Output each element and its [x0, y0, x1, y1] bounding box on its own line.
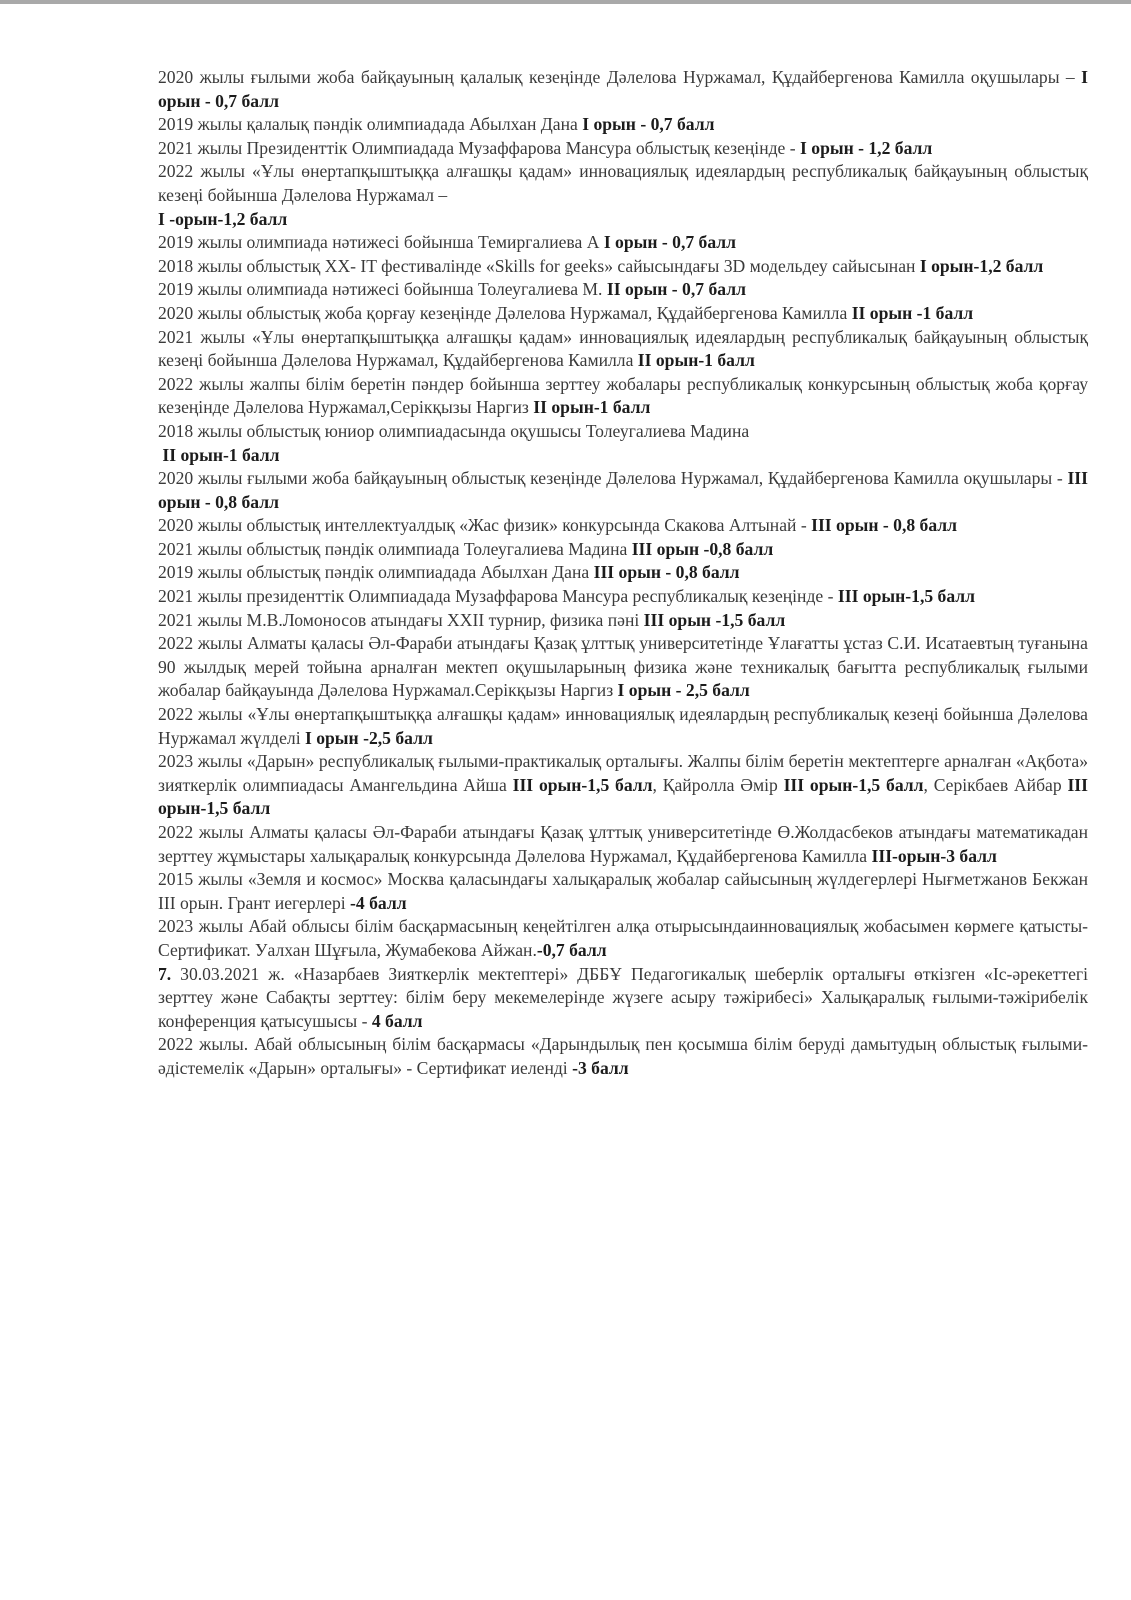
entry-result: -0,7 балл: [536, 939, 607, 960]
entry-result: ІІ орын -1 балл: [851, 302, 974, 323]
entry-result: ІІ орын-1 балл: [533, 397, 651, 418]
achievement-entry-10: 2022 жылы жалпы білім беретін пәндер бойынша зерттеу жобалары республикалық конкурсының облыстық жоба қорғау кезеңінде Дәлелова Нуржамал,Серікқызы Наргиз ІІ орын-1 балл: [158, 373, 1088, 418]
scan-edge: [0, 0, 1131, 4]
entry-result: ІІІ орын -0,8 балл: [631, 538, 774, 559]
entry-result: І орын - 2,5 балл: [617, 680, 750, 701]
entry-result: ІІ орын - 0,7 балл: [606, 279, 746, 300]
entry-result: І орын - 0,7 балл: [158, 67, 1088, 111]
achievement-entry-15: 2019 жылы облыстық пәндік олимпиадада Абылхан Дана ІІІ орын - 0,8 балл: [158, 562, 740, 583]
achievement-entry-8: 2020 жылы облыстық жоба қорғау кезеңінде Дәлелова Нуржамал, Құдайбергенова Камилла ІІ орын -1 балл: [158, 302, 974, 323]
achievement-entry-19: 2022 жылы «Ұлы өнертапқыштыққа алғашқы қадам» инновациялық идеялардың республикалық кезеңі бойынша Дәлелова Нуржамал жүлделі І орын -2,5 балл: [158, 704, 1088, 748]
entry-result: ІІ орын-1 балл: [637, 350, 755, 371]
achievement-entry-20: 2023 жылы «Дарын» республикалық ғылыми-практикалық орталығы. Жалпы білім беретін мектептерге арналған «Ақбота» зияткерлік олимпиадасы Амангельдина Айша ІІІ орын-1,5 балл, Қайролла Әмір ІІІ орын-1,5 балл, Серікбаев Айбар ІІІ орын-1,5 балл: [158, 751, 1088, 819]
entry-result: ІІІ орын -1,5 балл: [643, 609, 786, 630]
achievement-entry-22: 2015 жылы «Земля и космос» Москва қаласындағы халықаралық жобалар сайысының жүлдегерлері Нығметжанов Бекжан ІІІ орын. Грант иегерлері -4 балл: [158, 869, 1088, 913]
achievement-entry-25: 2022 жылы. Абай облысының білім басқармасы «Дарындылық пен қосымша білім беруді дамытудың облыстық ғылыми-әдістемелік «Дарын» орталығы» - Сертификат иеленді -3 балл: [158, 1034, 1088, 1078]
achievement-entry-4: 2022 жылы «Ұлы өнертапқыштыққа алғашқы қадам» инновациялық идеялардың республикалық байқауының облыстық кезеңі бойынша Дәлелова Нуржамал – І -орын-1,2 балл: [158, 161, 1088, 229]
achievement-entry-14: 2021 жылы облыстық пәндік олимпиада Толеугалиева Мадина ІІІ орын -0,8 балл: [158, 538, 774, 559]
entry-result: І орын - 0,7 балл: [603, 232, 737, 253]
entry-result: ІІІ орын - 0,8 балл: [811, 515, 958, 536]
achievement-entry-16: 2021 жылы президенттік Олимпиадада Музаффарова Мансура республикалық кезеңінде - ІІІ орын-1,5 балл: [158, 586, 976, 607]
entry-result: -3 балл: [572, 1057, 629, 1078]
entry-result: І орын - 1,2 балл: [800, 137, 933, 158]
achievement-entry-1: 2020 жылы ғылыми жоба байқауының қалалық кезеңінде Дәлелова Нуржамал, Құдайбергенова Камилла оқушылары – І орын - 0,7 балл: [158, 67, 1088, 111]
entry-result: 4 балл: [371, 1010, 423, 1031]
achievement-entry-7: 2019 жылы олимпиада нәтижесі бойынша Толеугалиева М. ІІ орын - 0,7 балл: [158, 279, 746, 300]
entry-result: І орын-1,2 балл: [919, 255, 1044, 276]
entry-result: ІІІ орын-1,5 балл: [783, 774, 924, 795]
achievement-entry-5: 2019 жылы олимпиада нәтижесі бойынша Темиргалиева А І орын - 0,7 балл: [158, 232, 737, 253]
achievement-entry-2: 2019 жылы қалалық пәндік олимпиадада Абылхан Дана І орын - 0,7 балл: [158, 114, 715, 135]
entry-result: ІІІ орын-1,5 балл: [837, 586, 976, 607]
entry-number: 7.: [158, 963, 181, 984]
achievement-entry-23: 2023 жылы Абай облысы білім басқармасының кеңейтілген алқа отырысындаинновациялық жобасымен көрмеге қатысты- Сертификат. Уалхан Шұғыла, Жумабекова Айжан.-0,7 балл: [158, 916, 1088, 960]
achievement-entry-18: 2022 жылы Алматы қаласы Әл-Фараби атындағы Қазақ ұлттық университетінде Ұлағатты ұстаз С.И. Исатаевтың туғанына 90 жылдық мерей тойына арналған мектеп оқушыларының физика және техникалық бағытта республикалық ғылыми жобалар байқауында Дәлелова Нуржамал.Серікқызы Наргиз І орын - 2,5 балл: [158, 633, 1088, 701]
entry-result: ІІІ орын-1,5 балл: [512, 774, 653, 795]
achievement-entry-24: 7. 30.03.2021 ж. «Назарбаев Зияткерлік мектептері» ДББҰ Педагогикалық шеберлік орталығы өткізген «Іс-әрекеттегі зерттеу және Сабақты зерттеу: білім беру мекемелерінде жүзеге асыру тәжірибесі» Халықаралық ғылыми-тәжірибелік конференция қатысушысы - 4 балл: [158, 963, 1088, 1031]
entry-result: ІІІ орын-1,5 балл: [158, 774, 1088, 819]
achievement-entry-17: 2021 жылы М.В.Ломоносов атындағы XXII турнир, физика пәні ІІІ орын -1,5 балл: [158, 609, 786, 630]
achievement-entry-21: 2022 жылы Алматы қаласы Әл-Фараби атындағы Қазақ ұлттық университетінде Ө.Жолдасбеков атындағы математикадан зерттеу жұмыстары халықаралық конкурсында Дәлелова Нуржамал, Құдайбергенова Камилла ІІІ-орын-3 балл: [158, 822, 1088, 866]
document-page: [158, 66, 1088, 1081]
achievement-entry-3: 2021 жылы Президенттік Олимпиадада Музаффарова Мансура облыстық кезеңінде - І орын - 1,2 балл: [158, 137, 933, 158]
achievement-entry-13: 2020 жылы облыстық интеллектуалдық «Жас физик» конкурсында Скакова Алтынай - ІІІ орын - 0,8 балл: [158, 515, 958, 536]
entry-result: І орын -2,5 балл: [304, 727, 433, 748]
achievement-entry-11: 2018 жылы облыстық юниор олимпиадасында оқушысы Толеугалиева Мадина ІІ орын-1 балл: [158, 420, 750, 465]
entry-result: І орын - 0,7 балл: [582, 114, 715, 135]
entry-result: ІІ орын-1 балл: [162, 444, 280, 465]
entry-result: ІІІ-орын-3 балл: [871, 845, 997, 866]
entry-result: -4 балл: [350, 892, 407, 913]
achievement-entry-12: 2020 жылы ғылыми жоба байқауының облыстық кезеңінде Дәлелова Нуржамал, Құдайбергенова Камилла оқушылары - ІІІ орын - 0,8 балл: [158, 468, 1088, 512]
achievement-entry-6: 2018 жылы облыстық XX- IT фестивалінде «Skills for geeks» сайысындағы 3D модельдеу сайысынан І орын-1,2 балл: [158, 255, 1044, 276]
entry-result: ІІІ орын - 0,8 балл: [593, 562, 740, 583]
entry-result: ІІІ орын - 0,8 балл: [158, 468, 1088, 512]
achievement-entry-9: 2021 жылы «Ұлы өнертапқыштыққа алғашқы қадам» инновациялық идеялардың республикалық байқауының облыстық кезеңі бойынша Дәлелова Нуржамал, Құдайбергенова Камилла ІІ орын-1 балл: [158, 326, 1088, 371]
entry-result: І -орын-1,2 балл: [158, 208, 288, 229]
